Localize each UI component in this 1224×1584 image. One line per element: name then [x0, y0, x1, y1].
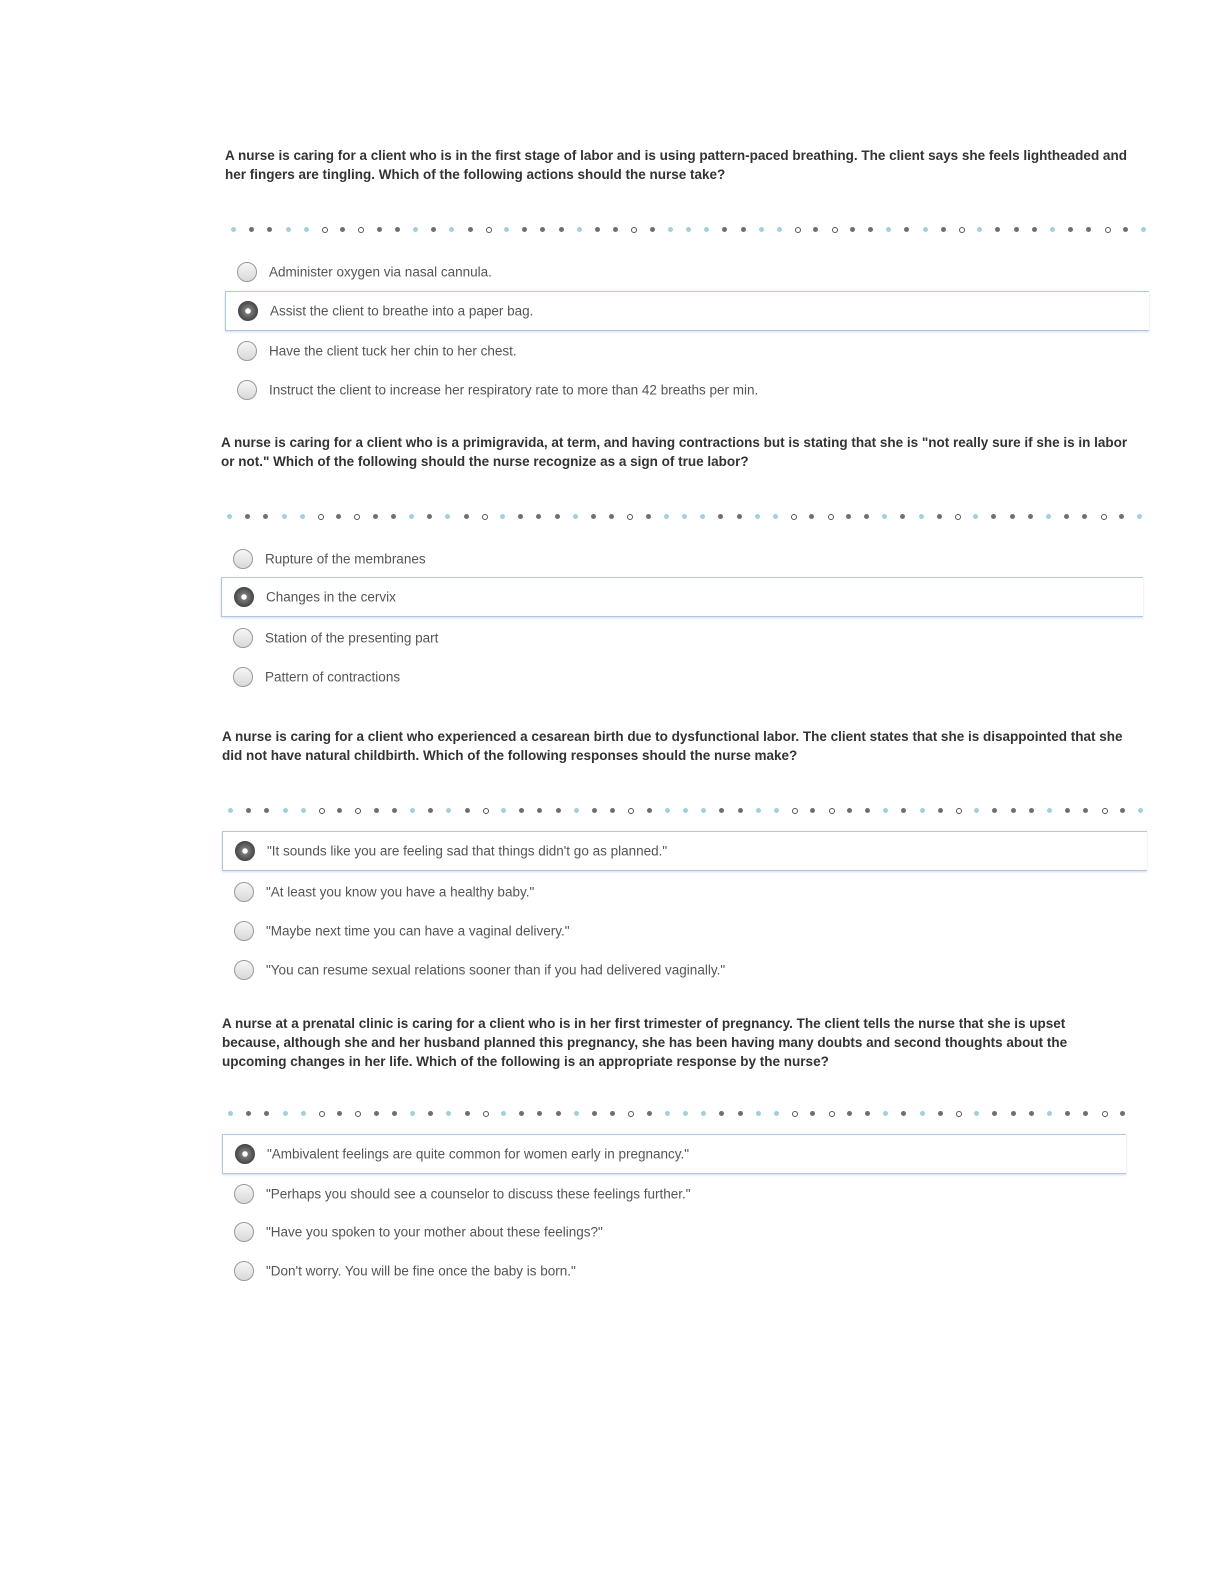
dotted-divider [227, 512, 1143, 522]
divider-dot [901, 1111, 906, 1116]
answer-option[interactable] [222, 1212, 1126, 1252]
answer-option[interactable] [221, 618, 1143, 658]
divider-dot [813, 227, 818, 232]
divider-dot [865, 808, 870, 813]
divider-dot [340, 227, 345, 232]
radio-button[interactable] [237, 341, 257, 361]
divider-dot [555, 514, 560, 519]
divider-dot [446, 1111, 451, 1116]
divider-dot [613, 227, 618, 232]
divider-dot [882, 514, 887, 519]
divider-dot [410, 808, 415, 813]
divider-dot [410, 1111, 415, 1116]
divider-dot [574, 808, 579, 813]
divider-dot [719, 1111, 724, 1116]
divider-dot [738, 1111, 743, 1116]
divider-dot [627, 514, 633, 520]
divider-dot [556, 1111, 561, 1116]
divider-dot [977, 227, 982, 232]
divider-dot [486, 227, 492, 233]
divider-dot [883, 808, 888, 813]
divider-dot [1029, 1111, 1034, 1116]
divider-dot [263, 514, 268, 519]
answer-option[interactable] [222, 911, 1147, 951]
divider-dot [864, 514, 869, 519]
question-text: A nurse is caring for a client who is a primigravida, at term, and having contractions but is stating that she is "not really sure if she is in labor or not." Which of the following should the nurse recognize as a sign of true labor? [221, 435, 1128, 469]
option-label: Have the client tuck her chin to her chest. [269, 343, 517, 359]
divider-dot [500, 514, 505, 519]
question-1 [225, 146, 1149, 398]
divider-dot [483, 1111, 489, 1117]
option-label: "You can resume sexual relations sooner than if you had delivered vaginally." [266, 962, 726, 978]
divider-dot [286, 227, 291, 232]
divider-dot [395, 227, 400, 232]
answer-option[interactable] [221, 577, 1143, 617]
divider-dot [246, 1111, 251, 1116]
divider-dot [592, 1111, 597, 1116]
divider-dot [1047, 808, 1052, 813]
divider-dot [1065, 808, 1070, 813]
divider-dot [809, 514, 814, 519]
divider-dot [683, 1111, 688, 1116]
divider-dot [1046, 514, 1051, 519]
divider-dot [865, 1111, 870, 1116]
divider-dot [631, 227, 637, 233]
answer-option[interactable] [225, 252, 1149, 292]
divider-dot [504, 227, 509, 232]
divider-dot [245, 514, 250, 519]
divider-dot [301, 808, 306, 813]
divider-dot [1011, 808, 1016, 813]
divider-dot [465, 808, 470, 813]
option-label: Station of the presenting part [265, 630, 439, 646]
divider-dot [701, 1111, 706, 1116]
divider-dot [283, 808, 288, 813]
divider-dot [413, 227, 418, 232]
divider-dot [1050, 227, 1055, 232]
divider-dot [1102, 808, 1108, 814]
divider-dot [1119, 514, 1124, 519]
divider-dot [959, 227, 965, 233]
divider-dot [1029, 808, 1034, 813]
answer-option[interactable] [222, 1174, 1126, 1214]
divider-dot [1105, 227, 1111, 233]
divider-dot [304, 227, 309, 232]
divider-dot [737, 514, 742, 519]
divider-dot [991, 514, 996, 519]
option-label: Changes in the cervix [266, 589, 396, 605]
divider-dot [920, 808, 925, 813]
divider-dot [937, 514, 942, 519]
divider-dot [919, 514, 924, 519]
divider-dot [337, 808, 342, 813]
radio-button[interactable] [234, 960, 254, 980]
divider-dot [956, 808, 962, 814]
divider-dot [537, 1111, 542, 1116]
radio-button[interactable] [234, 1261, 254, 1281]
divider-dot [501, 808, 506, 813]
option-label: "At least you know you have a healthy baby." [266, 884, 535, 900]
divider-dot [428, 808, 433, 813]
divider-dot [283, 1111, 288, 1116]
question-text: A nurse is caring for a client who experienced a cesarean birth due to dysfunctional labor. The client states that she is disappointed that she did not have natural childbirth. Which of the following responses should the nurse make? [222, 729, 1123, 763]
divider-dot [832, 227, 838, 233]
answer-option[interactable] [225, 331, 1149, 371]
divider-dot [318, 514, 324, 520]
option-label: "Don't worry. You will be fine once the baby is born." [266, 1263, 576, 1279]
divider-dot [900, 514, 905, 519]
divider-dot [1123, 227, 1128, 232]
divider-dot [846, 514, 851, 519]
divider-dot [536, 514, 541, 519]
answer-option[interactable] [225, 291, 1149, 331]
divider-dot [610, 808, 615, 813]
divider-dot [973, 514, 978, 519]
divider-dot [427, 514, 432, 519]
divider-dot [228, 808, 233, 813]
divider-dot [759, 227, 764, 232]
divider-dot [609, 514, 614, 519]
divider-dot [718, 514, 723, 519]
divider-dot [810, 1111, 815, 1116]
divider-dot [810, 808, 815, 813]
answer-option[interactable] [221, 657, 1143, 697]
divider-dot [1014, 227, 1019, 232]
divider-dot [319, 1111, 325, 1117]
divider-dot [756, 1111, 761, 1116]
divider-dot [828, 514, 834, 520]
dotted-divider [228, 806, 1147, 816]
divider-dot [391, 514, 396, 519]
question-4 [222, 1014, 1126, 1279]
divider-dot [556, 808, 561, 813]
question-2 [221, 433, 1143, 685]
divider-dot [231, 227, 236, 232]
divider-dot [665, 1111, 670, 1116]
divider-dot [683, 808, 688, 813]
radio-button[interactable] [234, 1184, 254, 1204]
divider-dot [358, 227, 364, 233]
divider-dot [264, 1111, 269, 1116]
divider-dot [336, 514, 341, 519]
radio-button[interactable] [234, 921, 254, 941]
divider-dot [228, 1111, 233, 1116]
divider-dot [559, 227, 564, 232]
radio-button[interactable] [235, 1144, 255, 1164]
divider-dot [591, 514, 596, 519]
answer-option[interactable] [222, 950, 1147, 990]
divider-dot [374, 1111, 379, 1116]
divider-dot [647, 808, 652, 813]
divider-dot [755, 514, 760, 519]
divider-dot [465, 1111, 470, 1116]
divider-dot [354, 514, 360, 520]
divider-dot [482, 514, 488, 520]
divider-dot [1082, 514, 1087, 519]
divider-dot [301, 1111, 306, 1116]
radio-button[interactable] [237, 262, 257, 282]
divider-dot [974, 1111, 979, 1116]
divider-dot [722, 227, 727, 232]
divider-dot [1010, 514, 1015, 519]
divider-dot [355, 808, 361, 814]
question-text: A nurse at a prenatal clinic is caring for a client who is in her first trimester of pregnancy. The client tells the nurse that she is upset because, although she and her husband planned this pregnancy, she has been having many doubts and second thoughts about the upcoming changes in her life. Which of the following is an appropriate response by the nurse? [222, 1016, 1068, 1069]
divider-dot [829, 1111, 835, 1117]
divider-dot [792, 1111, 798, 1117]
divider-dot [501, 1111, 506, 1116]
answer-option[interactable] [222, 831, 1147, 871]
radio-button[interactable] [235, 841, 255, 861]
radio-button[interactable] [233, 628, 253, 648]
divider-dot [1138, 808, 1143, 813]
divider-dot [955, 514, 961, 520]
divider-dot [974, 808, 979, 813]
divider-dot [904, 227, 909, 232]
divider-dot [574, 1111, 579, 1116]
divider-dot [468, 227, 473, 232]
divider-dot [519, 808, 524, 813]
divider-dot [738, 808, 743, 813]
divider-dot [1102, 1111, 1108, 1117]
dotted-divider [228, 1109, 1126, 1119]
divider-dot [227, 514, 232, 519]
divider-dot [519, 1111, 524, 1116]
divider-dot [886, 227, 891, 232]
divider-dot [445, 514, 450, 519]
divider-dot [373, 514, 378, 519]
radio-button[interactable] [234, 1222, 254, 1242]
divider-dot [409, 514, 414, 519]
divider-dot [337, 1111, 342, 1116]
divider-dot [1068, 227, 1073, 232]
option-label: Instruct the client to increase her respiratory rate to more than 42 breaths per min. [269, 382, 759, 398]
divider-dot [610, 1111, 615, 1116]
divider-dot [1064, 514, 1069, 519]
divider-dot [647, 1111, 652, 1116]
radio-button[interactable] [234, 587, 254, 607]
divider-dot [1083, 1111, 1088, 1116]
divider-dot [847, 808, 852, 813]
divider-dot [264, 808, 269, 813]
divider-dot [665, 808, 670, 813]
answer-option[interactable] [222, 1251, 1126, 1291]
divider-dot [628, 1111, 634, 1117]
divider-dot [664, 514, 669, 519]
divider-dot [428, 1111, 433, 1116]
divider-dot [573, 514, 578, 519]
divider-dot [282, 514, 287, 519]
option-label: Assist the client to breathe into a paper bag. [270, 303, 534, 319]
divider-dot [300, 514, 305, 519]
divider-dot [1141, 227, 1146, 232]
divider-dot [1101, 514, 1107, 520]
divider-dot [700, 514, 705, 519]
divider-dot [355, 1111, 361, 1117]
divider-dot [522, 227, 527, 232]
option-label: "Maybe next time you can have a vaginal delivery." [266, 923, 570, 939]
divider-dot [1028, 514, 1033, 519]
divider-dot [577, 227, 582, 232]
option-label: Rupture of the membranes [265, 551, 426, 567]
divider-dot [719, 808, 724, 813]
divider-dot [923, 227, 928, 232]
option-label: "Have you spoken to your mother about these feelings?" [266, 1224, 603, 1240]
divider-dot [701, 808, 706, 813]
divider-dot [540, 227, 545, 232]
radio-button[interactable] [234, 882, 254, 902]
divider-dot [646, 514, 651, 519]
divider-dot [756, 808, 761, 813]
divider-dot [628, 808, 634, 814]
divider-dot [431, 227, 436, 232]
divider-dot [464, 514, 469, 519]
divider-dot [1120, 808, 1125, 813]
divider-dot [829, 808, 835, 814]
option-label: "Perhaps you should see a counselor to discuss these feelings further." [266, 1186, 691, 1202]
divider-dot [392, 808, 397, 813]
divider-dot [650, 227, 655, 232]
divider-dot [774, 1111, 779, 1116]
divider-dot [850, 227, 855, 232]
divider-dot [1032, 227, 1037, 232]
divider-dot [938, 1111, 943, 1116]
divider-dot [995, 227, 1000, 232]
divider-dot [1137, 514, 1142, 519]
answer-option[interactable] [222, 872, 1147, 912]
answer-option[interactable] [222, 1134, 1126, 1174]
option-label: "Ambivalent feelings are quite common for women early in pregnancy." [267, 1146, 690, 1162]
radio-button[interactable] [238, 301, 258, 321]
divider-dot [992, 1111, 997, 1116]
dotted-divider [231, 225, 1149, 235]
divider-dot [446, 808, 451, 813]
option-label: Pattern of contractions [265, 669, 401, 685]
divider-dot [319, 808, 325, 814]
answer-option[interactable] [225, 370, 1149, 410]
divider-dot [773, 514, 778, 519]
divider-dot [1047, 1111, 1052, 1116]
divider-dot [704, 227, 709, 232]
divider-dot [938, 808, 943, 813]
divider-dot [1065, 1111, 1070, 1116]
divider-dot [1120, 1111, 1125, 1116]
divider-dot [1083, 808, 1088, 813]
divider-dot [374, 808, 379, 813]
divider-dot [868, 227, 873, 232]
divider-dot [377, 227, 382, 232]
answer-option[interactable] [221, 539, 1143, 579]
divider-dot [956, 1111, 962, 1117]
radio-button[interactable] [237, 380, 257, 400]
question-3 [222, 727, 1147, 978]
divider-dot [249, 227, 254, 232]
divider-dot [267, 227, 272, 232]
divider-dot [774, 808, 779, 813]
option-label: "It sounds like you are feeling sad that things didn't go as planned." [267, 843, 668, 859]
divider-dot [1086, 227, 1091, 232]
divider-dot [883, 1111, 888, 1116]
radio-button[interactable] [233, 549, 253, 569]
divider-dot [1011, 1111, 1016, 1116]
divider-dot [595, 227, 600, 232]
divider-dot [322, 227, 328, 233]
divider-dot [392, 1111, 397, 1116]
divider-dot [686, 227, 691, 232]
divider-dot [518, 514, 523, 519]
divider-dot [449, 227, 454, 232]
radio-button[interactable] [233, 667, 253, 687]
divider-dot [920, 1111, 925, 1116]
divider-dot [847, 1111, 852, 1116]
divider-dot [795, 227, 801, 233]
divider-dot [777, 227, 782, 232]
divider-dot [246, 808, 251, 813]
divider-dot [537, 808, 542, 813]
divider-dot [483, 808, 489, 814]
divider-dot [592, 808, 597, 813]
divider-dot [992, 808, 997, 813]
divider-dot [682, 514, 687, 519]
option-label: Administer oxygen via nasal cannula. [269, 264, 492, 280]
divider-dot [791, 514, 797, 520]
divider-dot [741, 227, 746, 232]
divider-dot [668, 227, 673, 232]
divider-dot [792, 808, 798, 814]
question-text: A nurse is caring for a client who is in the first stage of labor and is using pattern-paced breathing. The client says she feels lightheaded and her fingers are tingling. Which of the following actions should the nurse take? [225, 148, 1127, 182]
divider-dot [941, 227, 946, 232]
divider-dot [901, 808, 906, 813]
